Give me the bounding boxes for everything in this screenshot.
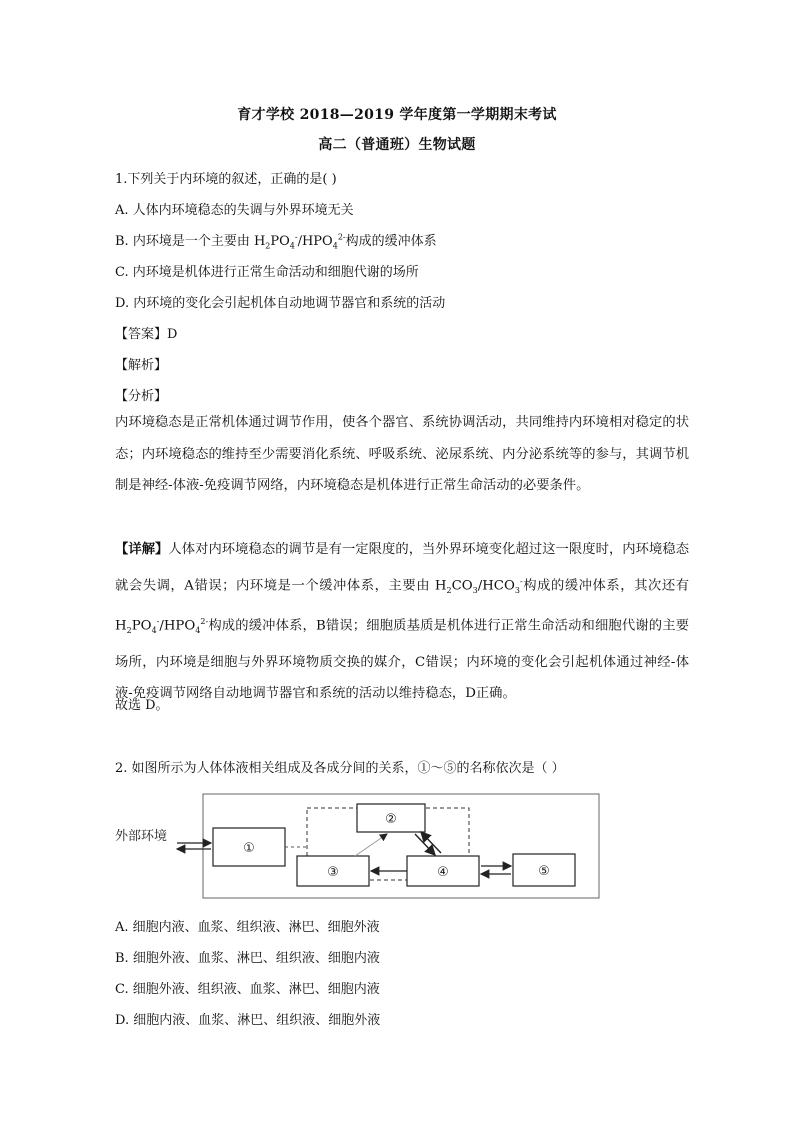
q1-stem: 1.下列关于内环境的叙述，正确的是( ) xyxy=(115,172,337,187)
q1-option-c: C. 内环境是机体进行正常生命活动和细胞代谢的场所 xyxy=(115,265,419,280)
box-2-label: ② xyxy=(385,812,397,827)
q2-option-d: D. 细胞内液、血浆、淋巴、组织液、细胞外液 xyxy=(115,1013,381,1028)
q1-option-b: B. 内环境是一个主要由 $H_2PO_4^-/HPO_4^{2-}$构成的缓冲体系 xyxy=(115,232,437,251)
q1-option-d: D. 内环境的变化会引起机体自动地调节器官和系统的活动 xyxy=(115,296,446,311)
box-5-label: ⑤ xyxy=(538,864,550,879)
external-environment-label: 外部环境 xyxy=(115,829,168,844)
q1-option-a: A. 人体内环境稳态的失调与外界环境无关 xyxy=(115,203,354,218)
box-1-label: ① xyxy=(243,841,255,856)
exam-title: 育才学校 2018—2019 学年度第一学期期末考试 xyxy=(237,107,557,123)
q1-answer: 【答案】D xyxy=(115,327,178,342)
body-fluid-diagram xyxy=(115,790,610,900)
exam-subtitle: 高二（普通班）生物试题 xyxy=(318,137,476,153)
q1-fenxi-tag: 【分析】 xyxy=(115,389,168,404)
q1-conclusion: 故选 D。 xyxy=(115,698,169,713)
q1-detail-text: 【详解】人体对内环境稳态的调节是有一定限度的，当外界环境变化超过这一限度时，内环境稳态就会失调，A错误；内环境是一个缓冲体系，主要由 $H_2CO_3/HCO_3^-$构成的缓冲体系，其次还有 $H_2PO_4^-/HPO_4^{2-}$构成的缓冲体系，B错误；细胞质基质是机体进行正常生命活动和细胞代谢的主要场所，内环境是细胞与外界环境物质交换的媒介，C错误；内环境的变化会引起机体通过神经-体液-免疫调节网络自动地调节器官和系统的活动以维持稳态，D正确。 xyxy=(115,542,690,702)
arrow-3-to-2 xyxy=(355,834,387,856)
q2-option-c: C. 细胞外液、组织液、血浆、淋巴、细胞内液 xyxy=(115,982,380,997)
q2-option-a: A. 细胞内液、血浆、组织液、淋巴、细胞外液 xyxy=(115,920,380,935)
box-3-label: ③ xyxy=(327,865,339,880)
q2-stem: 2. 如图所示为人体体液相关组成及各成分间的关系，①～⑤的名称依次是（ ） xyxy=(115,761,565,776)
q2-option-b: B. 细胞外液、血浆、淋巴、组织液、细胞内液 xyxy=(115,951,380,966)
box-4-label: ④ xyxy=(437,865,449,880)
q1-fenxi-text: 内环境稳态是正常机体通过调节作用，使各个器官、系统协调活动，共同维持内环境相对稳定的状态；内环境稳态的维持至少需要消化系统、呼吸系统、泌尿系统、内分泌系统等的参与，其调节机制是神经-体液-免疫调节网络，内环境稳态是机体进行正常生命活动的必要条件。 xyxy=(115,415,689,493)
q1-analysis-tag: 【解析】 xyxy=(115,358,168,373)
